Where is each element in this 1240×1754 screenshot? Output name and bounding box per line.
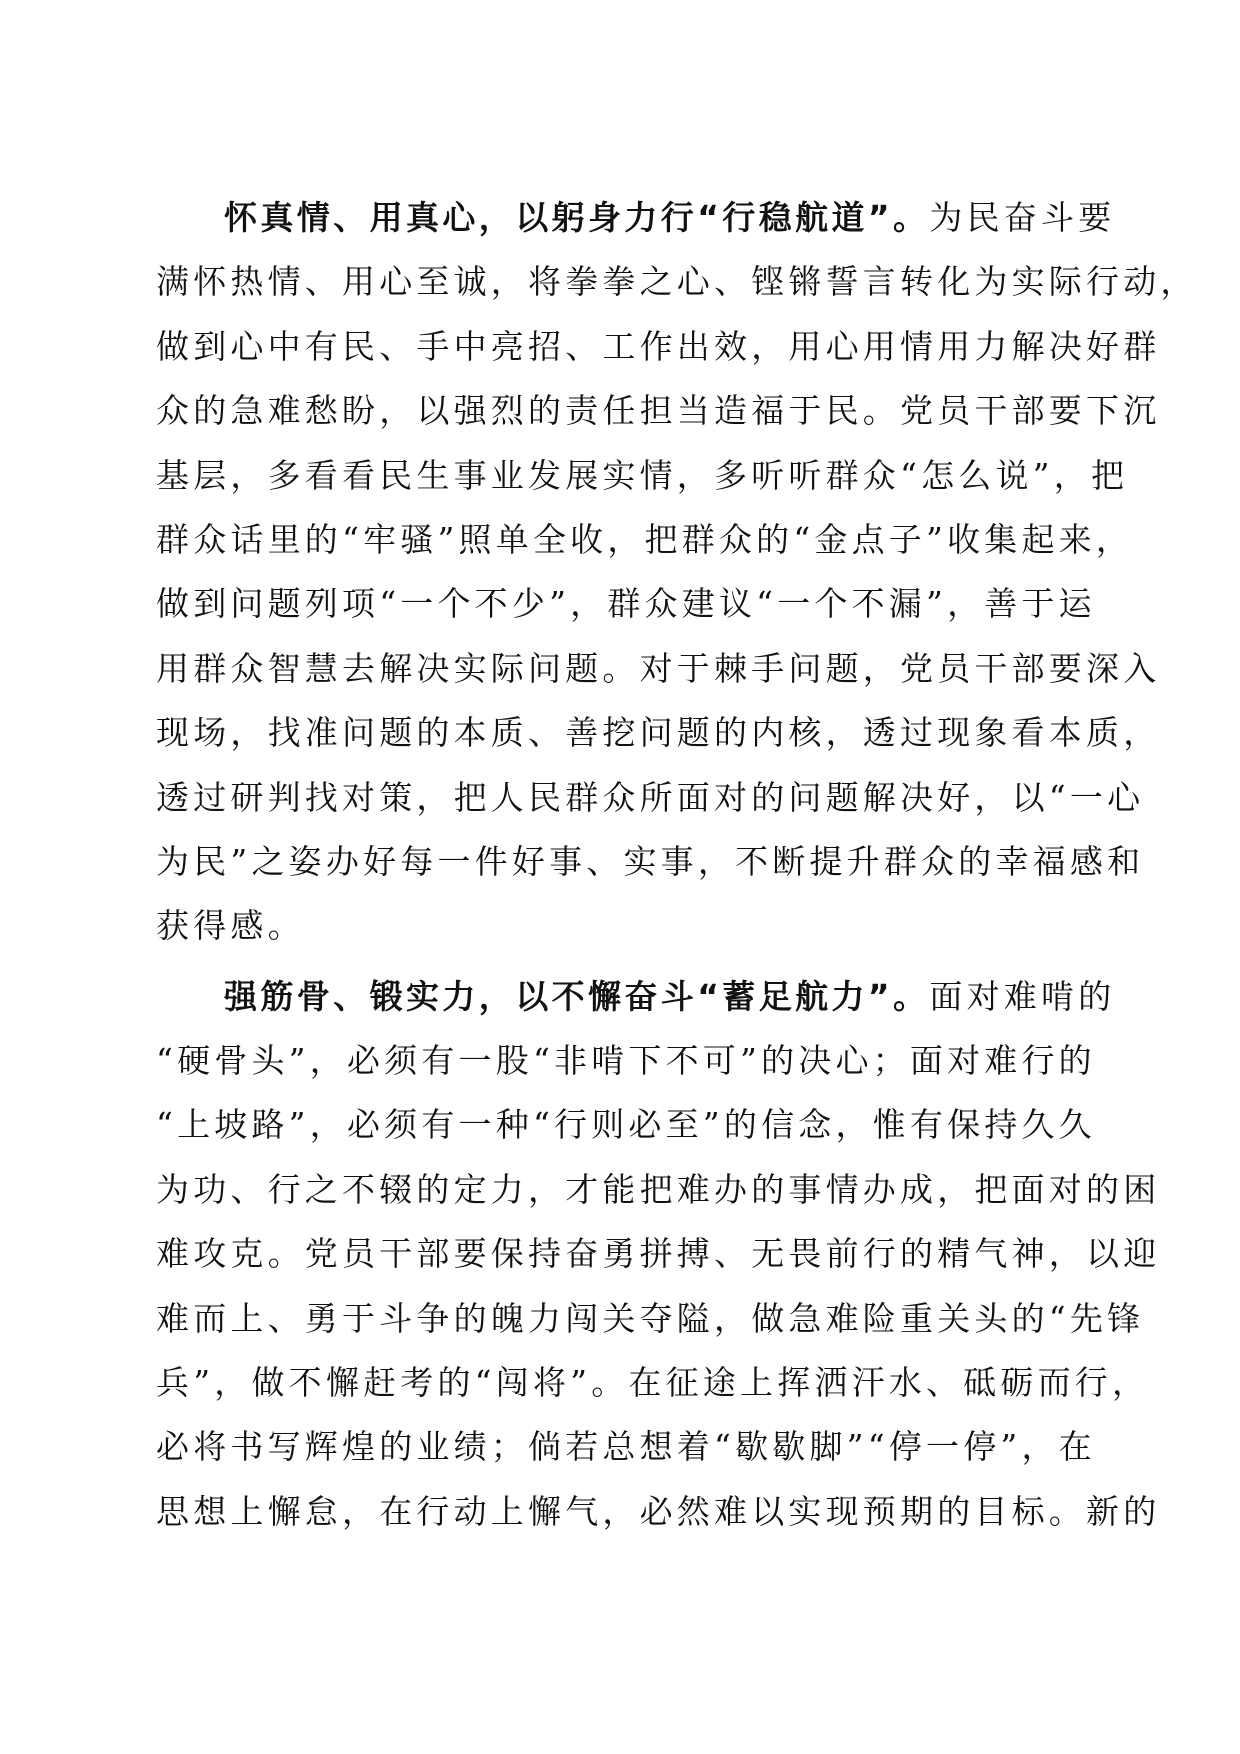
paragraph-line: 用群众智慧去解决实际问题。对于棘手问题，党员干部要深入 bbox=[156, 648, 1161, 688]
paragraph-line: 做到心中有民、手中亮招、工作出效，用心用情用力解决好群 bbox=[156, 326, 1161, 366]
paragraph-heading: 怀真情、用真心，以躬身力行“行稳航道”。 bbox=[224, 198, 930, 237]
paragraph-line: 思想上懈怠，在行动上懈气，必然难以实现预期的目标。新的 bbox=[156, 1491, 1161, 1531]
paragraph-line: 为民”之姿办好每一件好事、实事，不断提升群众的幸福感和 bbox=[156, 841, 1145, 881]
paragraph-line: 基层，多看看民生事业发展实情，多听听群众“怎么说”，把 bbox=[156, 455, 1129, 495]
document-body bbox=[156, 186, 1198, 1544]
paragraph-line: 群众话里的“牢骚”照单全收，把群众的“金点子”收集起来， bbox=[156, 519, 1134, 559]
paragraph-line: 获得感。 bbox=[156, 906, 305, 946]
paragraph-line: “硬骨头”，必须有一股“非啃下不可”的决心；面对难行的 bbox=[156, 1041, 1096, 1081]
paragraph-line: 难而上、勇于斗争的魄力闯关夺隘，做急难险重关头的“先锋 bbox=[156, 1298, 1145, 1338]
paragraph-line: 现场，找准问题的本质、善挖问题的内核，透过现象看本质， bbox=[156, 713, 1161, 753]
paragraph-line: 为功、行之不辍的定力，才能把难办的事情办成，把面对的困 bbox=[156, 1169, 1161, 1209]
paragraph-line: 众的急难愁盼，以强烈的责任担当造福于民。党员干部要下沉 bbox=[156, 391, 1161, 431]
paragraph-line: 满怀热情、用心至诚，将拳拳之心、铿锵誓言转化为实际行动， bbox=[156, 262, 1198, 302]
paragraph-line: 透过研判找对策，把人民群众所面对的问题解决好，以“一心 bbox=[156, 777, 1145, 817]
paragraph-heading: 强筋骨、锻实力，以不懈奋斗“蓄足航力”。 bbox=[224, 976, 930, 1016]
paragraph-line: “上坡路”，必须有一种“行则必至”的信念，惟有保持久久 bbox=[156, 1105, 1096, 1145]
paragraph-line: 必将书写辉煌的业绩；倘若总想着“歇歇脚”“停一停”，在 bbox=[156, 1427, 1096, 1467]
paragraph-text: 为民奋斗要 bbox=[929, 198, 1116, 237]
paragraph-line: 做到问题列项“一个不少”，群众建议“一个不漏”，善于运 bbox=[156, 584, 1096, 624]
paragraph-text: 面对难啃的 bbox=[929, 976, 1116, 1016]
paragraph-line: 难攻克。党员干部要保持奋勇拼搏、无畏前行的精气神，以迎 bbox=[156, 1234, 1161, 1274]
paragraph-1 bbox=[156, 186, 1198, 959]
paragraph-first-line bbox=[156, 186, 1116, 250]
paragraph-2 bbox=[156, 965, 1161, 1545]
paragraph-line: 兵”，做不懈赶考的“闯将”。在征途上挥洒汗水、砥砺而行， bbox=[156, 1363, 1150, 1403]
paragraph-first-line bbox=[156, 965, 1116, 1029]
